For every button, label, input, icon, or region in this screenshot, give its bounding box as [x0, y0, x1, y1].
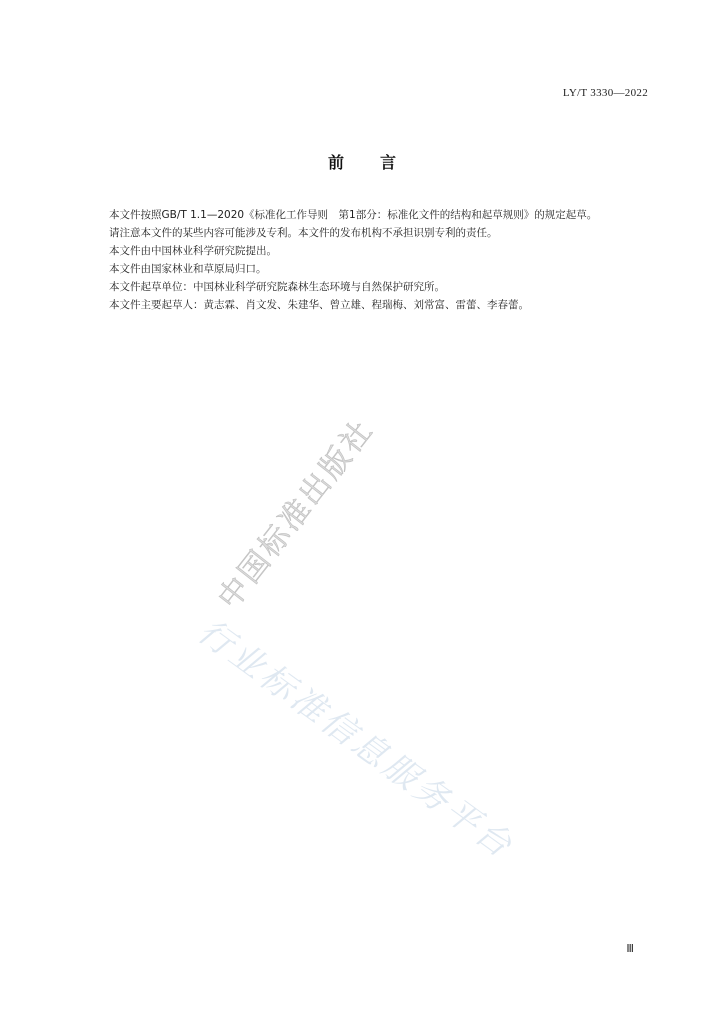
foreword-body — [88, 206, 648, 314]
paragraph-patent-notice: 请注意本文件的某些内容可能涉及专利。本文件的发布机构不承担识别专利的责任。 — [109, 227, 498, 239]
paragraph-drafters: 本文件主要起草人：黄志霖、肖文发、朱建华、曾立雄、程瑞梅、刘常富、雷蕾、李春蕾。 — [109, 299, 529, 311]
paragraph-administrator: 本文件由国家林业和草原局归口。 — [109, 263, 267, 275]
publisher-watermark: 中国标准出版社 — [211, 412, 382, 616]
title-char-2: 言 — [380, 153, 397, 172]
standard-code: LY/T 3330—2022 — [562, 87, 648, 99]
paragraph-proposer: 本文件由中国林业科学研究院提出。 — [109, 245, 277, 257]
paragraph-drafting-organization: 本文件起草单位：中国林业科学研究院森林生态环境与自然保护研究所。 — [109, 281, 445, 293]
platform-watermark: 行业标准信息服务平台 — [190, 611, 522, 868]
page-title — [0, 150, 724, 173]
title-char-1: 前 — [327, 153, 344, 172]
paragraph-drafting-rules: 本文件按照GB/T 1.1—2020《标准化工作导则 第1部分：标准化文件的结构和起草规则》的规定起草。 — [109, 209, 598, 221]
page-number: Ⅲ — [626, 943, 634, 955]
